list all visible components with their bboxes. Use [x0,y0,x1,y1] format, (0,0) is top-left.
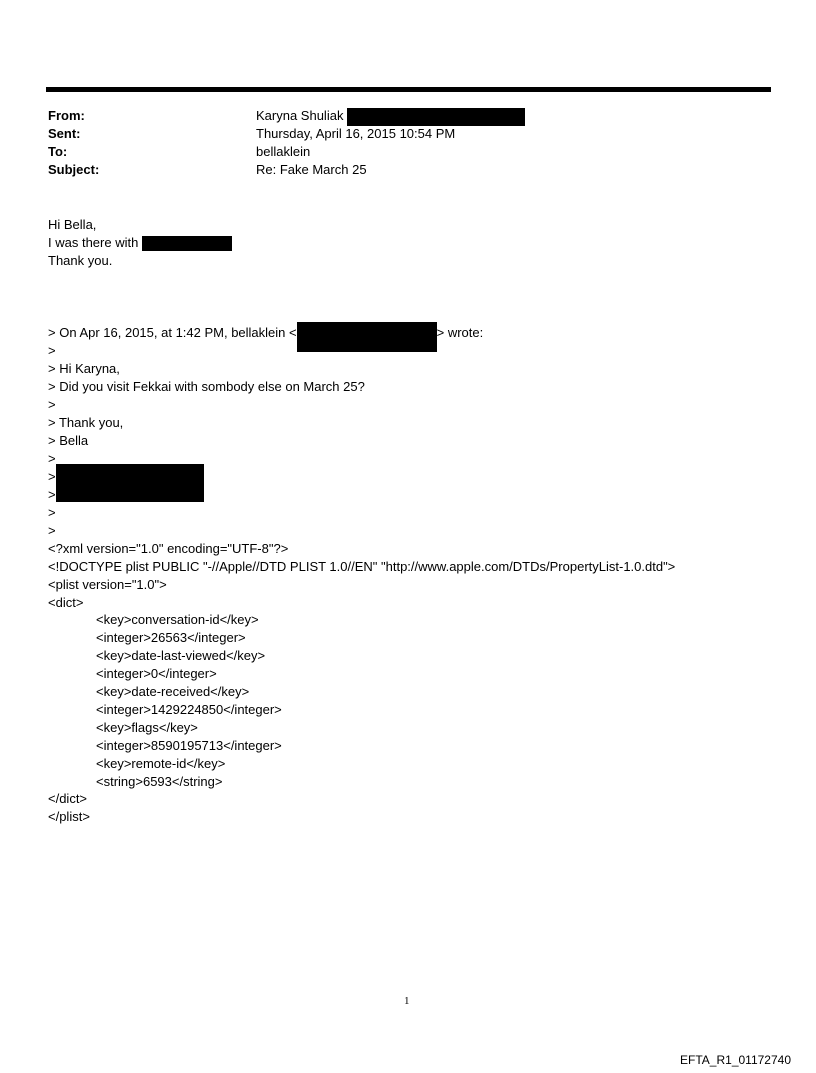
subject-label: Subject: [48,162,100,177]
redaction-box [297,322,437,352]
quote-line: > Thank you, [48,415,124,430]
greeting: Hi Bella, [48,217,97,232]
quote-line: > [48,469,56,484]
quote-line: > Bella [48,433,89,448]
quote-line: > [48,487,56,502]
quote-line: > [48,451,56,466]
subject-value: Re: Fake March 25 [256,162,367,177]
to-label: To: [48,144,68,159]
xml-line: <plist version="1.0"> [48,577,167,592]
to-value: bellaklein [256,144,311,159]
sent-value: Thursday, April 16, 2015 10:54 PM [256,126,456,141]
document-id: EFTA_R1_01172740 [680,1053,791,1067]
sent-label: Sent: [48,126,81,141]
xml-line: </plist> [48,809,90,824]
closing: Thank you. [48,253,113,268]
xml-line: <key>date-received</key> [96,684,250,699]
xml-line: <?xml version="1.0" encoding="UTF-8"?> [48,541,289,556]
xml-line: <integer>8590195713</integer> [96,738,282,753]
xml-line: <key>remote-id</key> [96,756,226,771]
xml-line: <integer>26563</integer> [96,630,246,645]
xml-line: <key>date-last-viewed</key> [96,648,266,663]
quote-intro [48,324,483,352]
from-value [256,107,525,126]
quote-line: > Did you visit Fekkai with sombody else on March 25? [48,379,365,394]
page-number: 1 [404,995,410,1007]
body-text: I was there with [48,235,139,250]
quote-line: > [48,343,56,358]
header-rule [46,87,771,92]
quote-line: > Hi Karyna, [48,361,120,376]
body-line [48,234,232,252]
xml-line: <!DOCTYPE plist PUBLIC "-//Apple//DTD PLIST 1.0//EN" "http://www.apple.com/DTDs/PropertyList-1.0.dtd"> [48,559,676,574]
quote-intro-prefix: > On Apr 16, 2015, at 1:42 PM, bellaklein < [48,325,297,340]
xml-line: <key>conversation-id</key> [96,612,259,627]
quote-line: > [48,505,56,520]
redaction-box [142,236,232,251]
quote-line: > [48,523,56,538]
xml-line: <dict> [48,595,84,610]
quote-intro-suffix: > wrote: [436,325,484,340]
xml-line: <integer>0</integer> [96,666,217,681]
from-name: Karyna Shuliak [256,108,344,123]
from-label: From: [48,108,85,123]
redaction-box [347,108,525,126]
xml-line: <integer>1429224850</integer> [96,702,282,717]
redaction-box [56,464,204,502]
xml-line: <key>flags</key> [96,720,198,735]
xml-line: </dict> [48,791,88,806]
xml-line: <string>6593</string> [96,774,223,789]
quote-line: > [48,397,56,412]
